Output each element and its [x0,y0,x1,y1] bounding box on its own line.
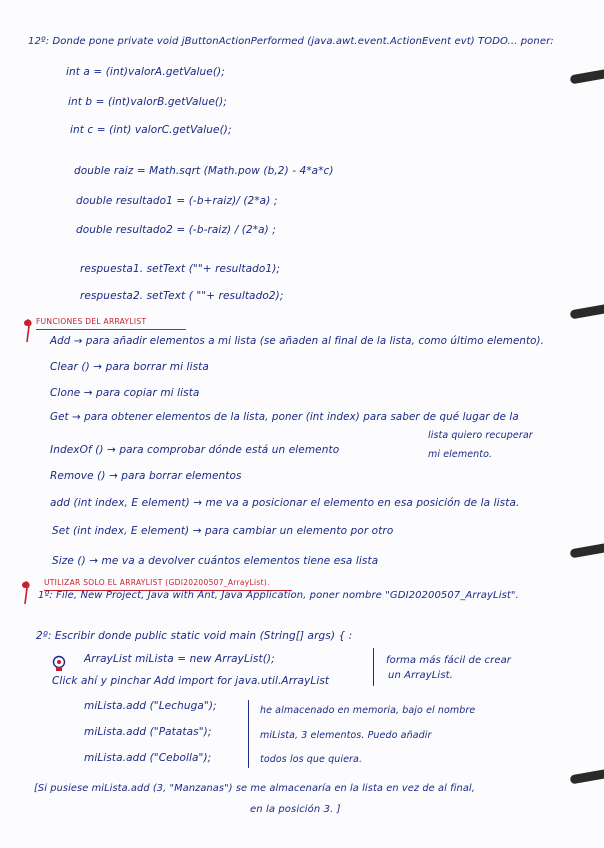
lightbulb-icon [52,655,68,673]
item-add: Add → para añadir elementos a mi lista (se añaden al final de la lista, como último elemento). [50,335,545,347]
section-heading-funciones: FUNCIONES DEL ARRAYLIST [36,317,147,326]
item-get-cont: lista quiero recuperar [428,430,533,441]
step-click-import: Click ahí y pinchar Add import for java.util.ArrayList [52,675,330,687]
brace-2 [248,700,249,768]
item-add-index: add (int index, E element) → me va a posicionar el elemento en esa posición de la lista. [50,497,520,509]
step-12-line: 12º: Donde pone private void jButtonActionPerformed (java.awt.event.ActionEvent evt) TODO... poner: [28,36,554,47]
code-add-lechuga: miLista.add ("Lechuga"); [84,700,217,712]
item-get: Get → para obtener elementos de la lista, poner (int index) para saber de qué lugar de la [50,411,519,423]
code-int-a: int a = (int)valorA.getValue(); [66,66,225,78]
note-3-elementos: miLista, 3 elementos. Puedo añadir [260,730,432,741]
binder-ring-4 [570,769,604,785]
binder-ring-3 [570,543,604,559]
code-respuesta2: respuesta2. setText ( ""+ resultado2); [80,290,284,302]
pin-icon [20,318,34,344]
note-todos: todos los que quiera. [260,754,363,765]
item-set: Set (int index, E element) → para cambiar un elemento por otro [52,525,394,537]
binder-ring-1 [570,69,604,85]
note-forma-facil: forma más fácil de crear [386,655,512,666]
note-posicion-3: en la posición 3. ] [250,804,341,815]
item-get-cont-2: mi elemento. [428,449,493,460]
item-remove: Remove () → para borrar elementos [50,470,242,482]
code-add-cebolla: miLista.add ("Cebolla"); [84,752,212,764]
item-indexof: IndexOf () → para comprobar dónde está un elemento [50,444,340,456]
code-new-arraylist: ArrayList miLista = new ArrayList(); [84,653,275,665]
pin-icon [18,580,32,606]
item-clear: Clear () → para borrar mi lista [50,361,209,373]
binder-ring-2 [570,304,604,320]
code-raiz: double raiz = Math.sqrt (Math.pow (b,2) - 4*a*c) [74,165,334,177]
heading-underline [36,329,186,330]
code-int-b: int b = (int)valorB.getValue(); [68,96,227,108]
code-add-patatas: miLista.add ("Patatas"); [84,726,212,738]
item-size: Size () → me va a devolver cuántos elementos tiene esa lista [52,555,379,567]
section-heading-utilizar: UTILIZAR SOLO EL ARRAYLIST (GDI20200507_ArrayList). [44,578,270,587]
step-2-line: 2º: Escribir donde public static void main (String[] args) { : [36,630,353,642]
item-clone: Clone → para copiar mi lista [50,387,200,399]
step-1-line: 1º: File, New Project, Java with Ant, Java Application, poner nombre "GDI20200507_ArrayList". [38,590,519,601]
note-si-pusiese: [Si pusiese miLista.add (3, "Manzanas") se me almacenaría en la lista en vez de al final, [34,783,475,794]
code-int-c: int c = (int) valorC.getValue(); [70,124,232,136]
code-resultado1: double resultado1 = (-b+raiz)/ (2*a) ; [76,195,278,207]
code-resultado2: double resultado2 = (-b-raiz) / (2*a) ; [76,224,276,236]
note-almacenado: he almacenado en memoria, bajo el nombre [260,705,476,716]
code-respuesta1: respuesta1. setText (""+ resultado1); [80,263,281,275]
brace-1 [373,648,374,686]
note-un-arraylist: un ArrayList. [388,670,453,681]
